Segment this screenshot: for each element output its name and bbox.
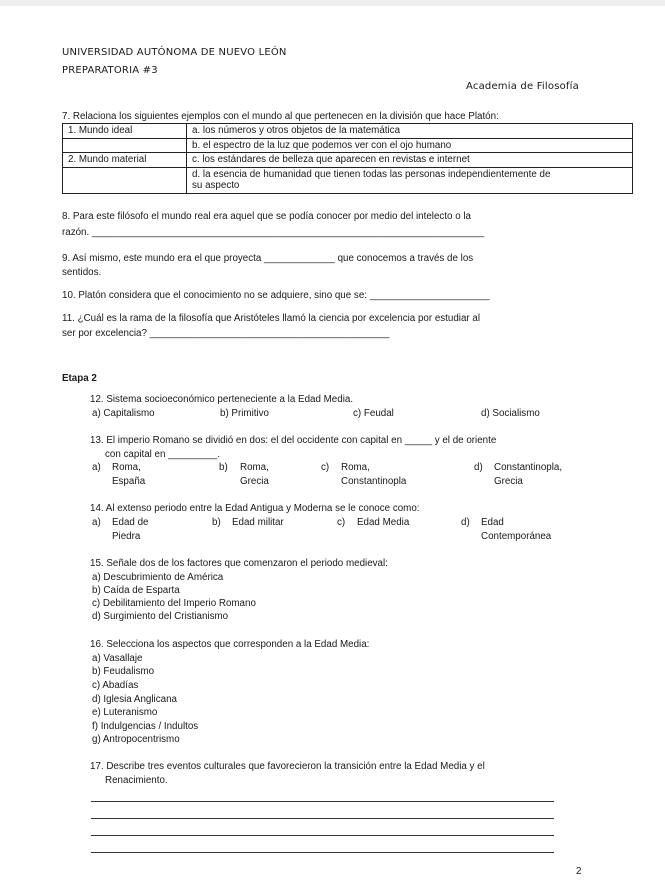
q12-option-b[interactable]: b) Primitivo	[220, 408, 269, 419]
q13-option-b-line1[interactable]: Roma,	[240, 462, 269, 473]
example-c: c. los estándares de belleza que aparecen en revistas e internet	[187, 153, 633, 168]
q13-option-c-letter[interactable]: c)	[321, 462, 330, 473]
answer-line-1[interactable]	[91, 801, 554, 802]
q13-option-a-letter[interactable]: a)	[92, 462, 101, 473]
q16-option-a[interactable]: a) Vasallaje	[92, 653, 143, 664]
q14-option-d-letter[interactable]: d)	[461, 517, 470, 528]
q15-option-b[interactable]: b) Caída de Esparta	[92, 585, 180, 596]
example-a: a. los números y otros objetos de la matemática	[187, 124, 633, 139]
world-material: 2. Mundo material	[63, 153, 187, 168]
q13-option-b-line2[interactable]: Grecia	[240, 476, 269, 487]
page-number: 2	[576, 866, 582, 877]
q13-option-b-letter[interactable]: b)	[219, 462, 228, 473]
world-ideal-empty	[63, 138, 187, 153]
q16-option-d[interactable]: d) Iglesia Anglicana	[92, 694, 177, 705]
q14-option-a-letter[interactable]: a)	[92, 517, 101, 528]
q7-relation-table	[62, 123, 633, 194]
university-name: UNIVERSIDAD AUTÓNOMA DE NUEVO LEÓN	[62, 47, 287, 58]
answer-line-2[interactable]	[91, 818, 554, 819]
q16-option-c[interactable]: c) Abadías	[92, 680, 139, 691]
q13-option-d-letter[interactable]: d)	[474, 462, 483, 473]
q12-option-c[interactable]: c) Feudal	[353, 408, 394, 419]
q8-line2[interactable]: razón. ________________________________________________________________________	[62, 227, 485, 238]
q16-option-e[interactable]: e) Luteranismo	[92, 707, 158, 718]
q14-option-a-line1[interactable]: Edad de	[112, 517, 149, 528]
q16-option-g[interactable]: g) Antropocentrismo	[92, 734, 180, 745]
q15-option-c[interactable]: c) Debilitamiento del Imperio Romano	[92, 598, 256, 609]
q17-line1: 17. Describe tres eventos culturales que favorecieron la transición entre la Edad Media y el	[90, 761, 485, 772]
q13-line1[interactable]: 13. El imperio Romano se dividió en dos: el del occidente con capital en _____ y el de oriente	[90, 435, 497, 446]
q16-option-b[interactable]: b) Feudalismo	[92, 666, 155, 677]
q14-option-c-letter[interactable]: c)	[337, 517, 346, 528]
world-material-empty	[63, 167, 187, 193]
example-d	[187, 167, 633, 193]
q11-line2[interactable]: ser por excelencia? ____________________________________________	[62, 328, 390, 339]
q14-option-a-line2[interactable]: Piedra	[112, 531, 141, 542]
q17-line2: Renacimiento.	[105, 775, 168, 786]
q12-option-a[interactable]: a) Capitalismo	[92, 408, 155, 419]
answer-line-3[interactable]	[91, 835, 554, 836]
q9-line1[interactable]: 9. Así mismo, este mundo era el que proyecta _____________ que conocemos a través de los	[62, 253, 474, 264]
example-b: b. el espectro de la luz que podemos ver con el ojo humano	[187, 138, 633, 153]
q13-option-c-line1[interactable]: Roma,	[341, 462, 370, 473]
q15-prompt: 15. Señale dos de los factores que comenzaron el periodo medieval:	[90, 558, 388, 569]
q10-line1[interactable]: 10. Platón considera que el conocimiento no se adquiere, sino que se: ______________________	[62, 290, 490, 301]
example-d-line1: d. la esencia de humanidad que tienen todas las personas independientemente de	[192, 168, 551, 180]
q8-line1: 8. Para este filósofo el mundo real era aquel que se podía conocer por medio del intelecto o la	[62, 211, 472, 222]
q13-option-a-line2[interactable]: España	[112, 476, 146, 487]
q14-option-d-line1[interactable]: Edad	[481, 517, 504, 528]
answer-line-4[interactable]	[91, 852, 554, 853]
q16-prompt: 16. Selecciona los aspectos que corresponden a la Edad Media:	[90, 639, 370, 650]
q7-prompt: 7. Relaciona los siguientes ejemplos con el mundo al que pertenecen en la división que hace Platón:	[62, 111, 499, 122]
q16-option-f[interactable]: f) Indulgencias / Indultos	[92, 721, 199, 732]
q11-line1: 11. ¿Cuál es la rama de la filosofía que Aristóteles llamó la ciencia por excelencia por estudiar al	[62, 313, 481, 324]
q14-option-b-letter[interactable]: b)	[212, 517, 221, 528]
q12-option-d[interactable]: d) Socialismo	[481, 408, 540, 419]
q14-option-b-line1[interactable]: Edad militar	[232, 517, 284, 528]
world-ideal: 1. Mundo ideal	[63, 124, 187, 139]
q15-option-a[interactable]: a) Descubrimiento de América	[92, 572, 224, 583]
q14-prompt: 14. Al extenso periodo entre la Edad Antigua y Moderna se le conoce como:	[90, 503, 420, 514]
q14-option-d-line2[interactable]: Contemporánea	[481, 531, 552, 542]
q13-option-c-line2[interactable]: Constantinopla	[341, 476, 407, 487]
top-band	[0, 0, 665, 6]
q13-option-d-line1[interactable]: Constantinopla,	[494, 462, 563, 473]
q13-option-d-line2[interactable]: Grecia	[494, 476, 523, 487]
school-name: PREPARATORIA #3	[62, 65, 158, 76]
q14-option-c-line1[interactable]: Edad Media	[357, 517, 410, 528]
stage-title: Etapa 2	[62, 373, 97, 384]
academy-name: Academia de Filosofía	[466, 81, 579, 92]
q13-option-a-line1[interactable]: Roma,	[112, 462, 141, 473]
q12-prompt: 12. Sistema socioeconómico perteneciente a la Edad Media.	[90, 394, 354, 405]
q9-line2: sentidos.	[62, 267, 102, 278]
q15-option-d[interactable]: d) Surgimiento del Cristianismo	[92, 611, 229, 622]
q13-line2[interactable]: con capital en _________.	[105, 449, 220, 460]
example-d-line2: su aspecto	[192, 180, 240, 191]
